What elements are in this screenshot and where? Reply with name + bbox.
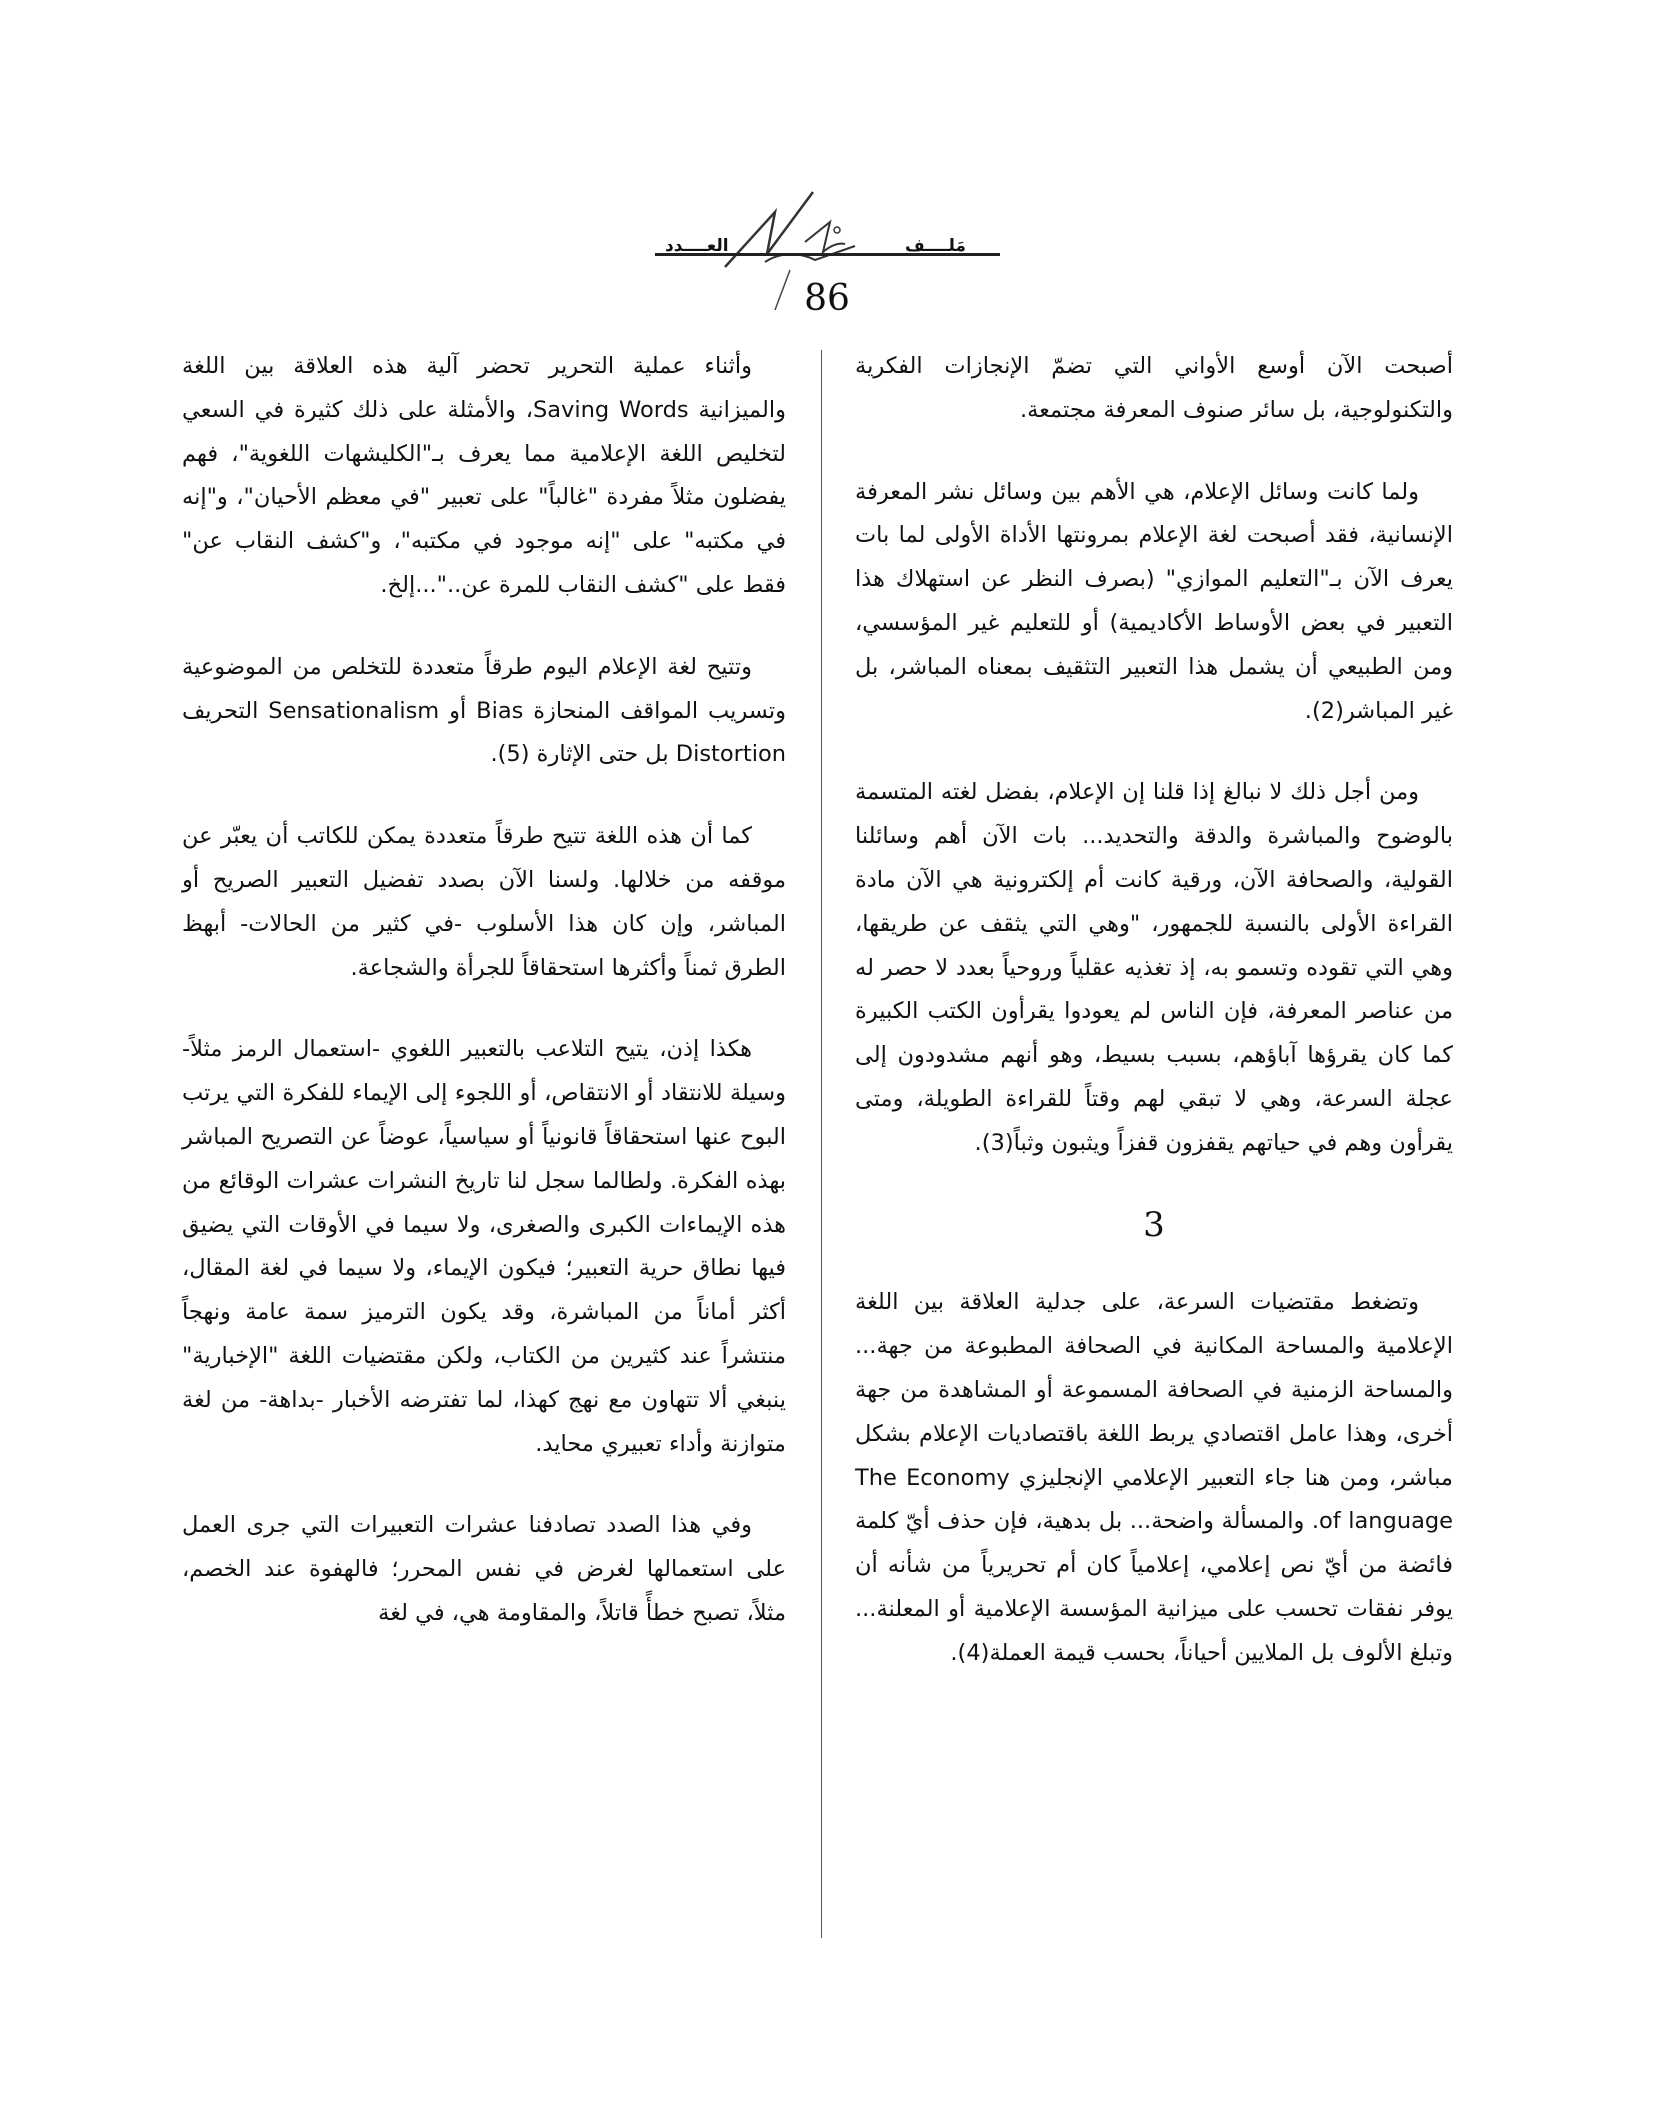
paragraph: وأثناء عملية التحرير تحضر آلية هذه العلاقة بين اللغة والميزانية Saving Words، والأمثلة على ذلك كثيرة في السعي لتخليص اللغة الإعلامية مما يعرف بـ"الكليشهات اللغوية"، فهم يفضلون مثلاً مفردة "غالباً" على تعبير "في معظم الأحيان"، و"إنه في مكتبه" على "إنه موجود في مكتبه"، و"كشف النقاب عن" فقط على "كشف النقاب للمرة عن.."...إلخ.: [182, 353, 787, 598]
left-column: [182, 345, 786, 1674]
page-header: [0, 90, 1654, 319]
paragraph: ولما كانت وسائل الإعلام، هي الأهم بين وسائل نشر المعرفة الإنسانية، فقد أصبحت لغة الإعلام بمرونتها الأداة الأولى لما بات يعرف الآن بـ"التعليم الموازي" (بصرف النظر عن استهلاك هذا التعبير في بعض الأوساط الأكاديمية) أو للتعليم غير المؤسسي، ومن الطبيعي أن يشمل هذا التعبير التثقيف بمعناه المباشر، بل غير المباشر(2).: [855, 478, 1453, 724]
paragraph: ومن أجل ذلك لا نبالغ إذا قلنا إن الإعلام، بفضل لغته المتسمة بالوضوح والمباشرة والدقة والتحديد... بات الآن أهم وسائلنا القولية، والصحافة الآن، ورقية كانت أم إلكترونية هي الآن مادة القراءة الأولى بالنسبة للجمهور، "وهي التي يثقف عن طريقها، وهي التي تقوده وتسمو به، إذ تغذيه عقلياً وروحياً بعدد لا حصر له من عناصر المعرفة، فإن الناس لم يعودوا يقرأون الكتب الكبيرة كما كان يقرؤها آباؤهم، بسبب بسيط، وهو أنهم مشدودون إلى عجلة السرعة، وهي لا تبقي لهم وقتاً للقراءة الطويلة، ومتى يقرأون وهم في حياتهم يقفزون قفزاً ويثبون وثباً(3).: [855, 779, 1453, 1156]
right-column: [855, 345, 1453, 1714]
section-label: مَلــــف: [905, 236, 966, 256]
paragraph: كما أن هذه اللغة تتيح طرقاً متعددة يمكن للكاتب أن يعبّر عن موقفه من خلالها. ولسنا الآن بصدد تفضيل التعبير الصريح أو المباشر، وإن كان هذا الأسلوب -في كثير من الحالات- أبهظ الطرق ثمناً وأكثرها استحقاقاً للجرأة والشجاعة.: [182, 823, 786, 981]
paragraph: وفي هذا الصدد تصادفنا عشرات التعبيرات التي جرى العمل على استعمالها لغرض في نفس المحرر؛ فالهفوة عند الخصم، مثلاً، تصبح خطأً قاتلاً، والمقاومة هي، في لغة: [182, 1512, 786, 1626]
paragraph: هكذا إذن، يتيح التلاعب بالتعبير اللغوي -استعمال الرمز مثلاً- وسيلة للانتقاد أو الانتقاص، أو اللجوء إلى الإيماء للفكرة التي يرتب البوح عنها استحقاقاً قانونياً أو سياسياً، عوضاً عن التصريح المباشر بهذه الفكرة. ولطالما سجل لنا تاريخ النشرات عشرات الوقائع من هذه الإيماءات الكبرى والصغرى، ولا سيما في الأوقات التي يضيق فيها نطاق حرية التعبير؛ فيكون الإيماء، ولا سيما في لغة المقال، أكثر أماناً من المباشرة، وقد يكون الترميز سمة عامة ونهجاً منتشراً عند كثيرين من الكتاب، ولكن مقتضيات اللغة "الإخبارية" ينبغي ألا تتهاون مع نهج كهذا، لما تفترضه الأخبار -بداهة- من لغة متوازنة وأداء تعبيري محايد.: [182, 1036, 786, 1457]
paragraph: وتضغط مقتضيات السرعة، على جدلية العلاقة بين اللغة الإعلامية والمساحة المكانية في الصحافة المطبوعة من جهة... والمساحة الزمنية في الصحافة المسموعة أو المشاهدة من جهة أخرى، وهذا عامل اقتصادي يربط اللغة باقتصاديات الإعلام بشكل مباشر، ومن هنا جاء التعبير الإعلامي الإنجليزي The Economy of language. والمسألة واضحة... بل بدهية، فإن حذف أيّ كلمة فائضة من أيّ نص إعلامي، إعلامياً كان أم تحريرياً من شأنه أن يوفر نفقات تحسب على ميزانية المؤسسة الإعلامية أو المعلنة... وتبلغ الألوف بل الملايين أحياناً، بحسب قيمة العملة(4).: [855, 1289, 1453, 1666]
paragraph: وتتيح لغة الإعلام اليوم طرقاً متعددة للتخلص من الموضوعية وتسريب المواقف المنحازة Bias أو Sensationalism التحريف Distortion بل حتى الإثارة (5).: [182, 653, 787, 768]
paragraph: أصبحت الآن أوسع الأواني التي تضمّ الإنجازات الفكرية والتكنولوجية، بل سائر صنوف المعرفة مجتمعة.: [855, 353, 1453, 423]
page-number: 86: [804, 278, 850, 319]
section-number: 3: [1143, 1204, 1165, 1245]
column-divider: [821, 350, 822, 1938]
issue-label: العــــدد: [665, 236, 729, 256]
